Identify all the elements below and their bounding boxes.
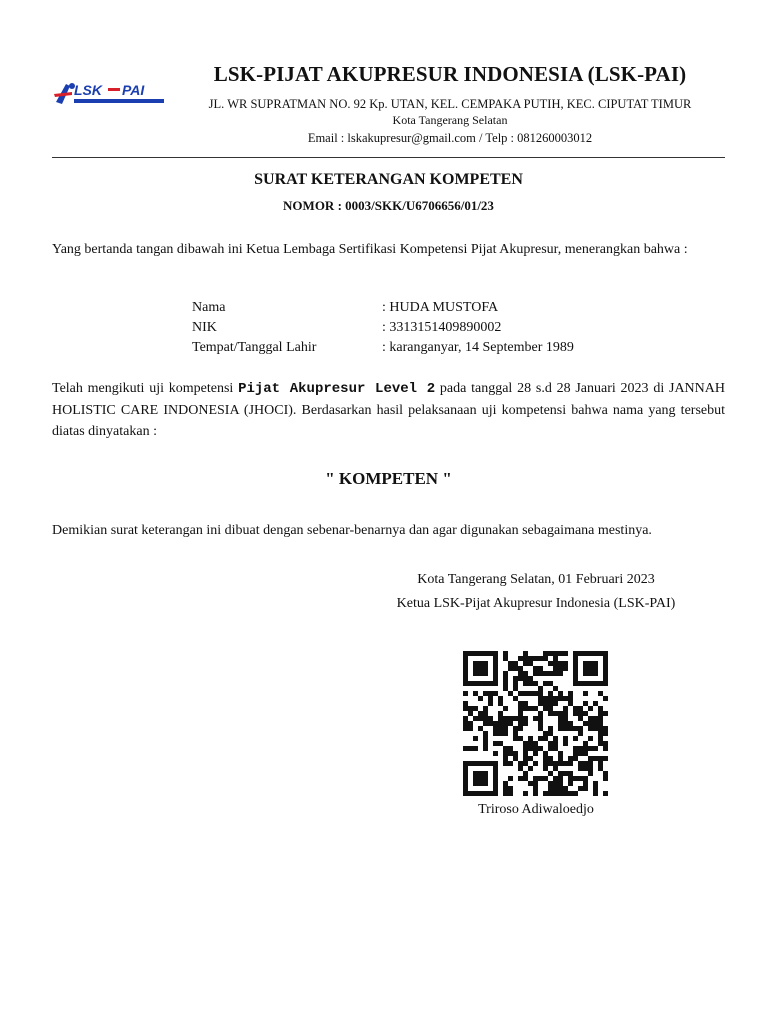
org-address: JL. WR SUPRATMAN NO. 92 Kp. UTAN, KEL. CEMPAKA PUTIH, KEC. CIPUTAT TIMUR [208,97,692,111]
field-value: : HUDA MUSTOFA [382,300,499,315]
field-row-name [192,298,692,318]
signature-role: Ketua LSK-Pijat Akupresur Indonesia (LSK-PAI) [396,596,676,611]
verdict: " KOMPETEN " [325,469,452,488]
lsk-pai-logo-icon [52,80,170,110]
identity-fields [192,298,692,358]
field-value: : karanganyar, 14 September 1989 [382,340,574,355]
svg-text:LSK: LSK [74,82,102,98]
result-text-end: pada tanggal 28 s.d 28 Januari 2023 di JANNAH HOLISTIC CARE INDONESIA (JHOCI). Berdasarkan hasil pelaksanaan uji kompetensi bahwa nama yang tersebut diatas dinyatakan : [52,381,725,439]
closing-paragraph: Demikian surat keterangan ini dibuat dengan sebenar-benarnya dan agar digunakan sebagaimana mestinya. [52,523,652,538]
org-title: LSK-PIJAT AKUPRESUR INDONESIA (LSK-PAI) [213,62,687,86]
intro-paragraph: Yang bertanda tangan dibawah ini Ketua Lembaga Sertifikasi Kompetensi Pijat Akupresur, menerangkan bahwa : [52,242,688,257]
field-row-nik [192,318,692,338]
signature-qr-code-icon [463,651,608,796]
org-contact: Email : lskakupresur@gmail.com / Telp : 081260003012 [307,131,593,145]
result-paragraph [52,378,725,442]
field-value: : 3313151409890002 [382,320,502,335]
skill-name: Pijat Akupresur Level 2 [238,381,436,397]
header-divider [52,157,725,158]
document-number: NOMOR : 0003/SKK/U6706656/01/23 [283,198,494,213]
field-label: NIK [192,320,217,335]
result-text-start: Telah mengikuti uji kompetensi [52,381,239,396]
svg-text:PAI: PAI [122,82,145,98]
field-label: Nama [192,300,226,315]
document-title: SURAT KETERANGAN KOMPETEN [254,171,523,188]
field-label: Tempat/Tanggal Lahir [192,340,317,355]
signature-place-date: Kota Tangerang Selatan, 01 Februari 2023 [417,572,655,587]
field-row-birth [192,338,692,358]
signer-name: Triroso Adiwaloedjo [478,802,594,817]
org-city: Kota Tangerang Selatan [392,113,508,127]
